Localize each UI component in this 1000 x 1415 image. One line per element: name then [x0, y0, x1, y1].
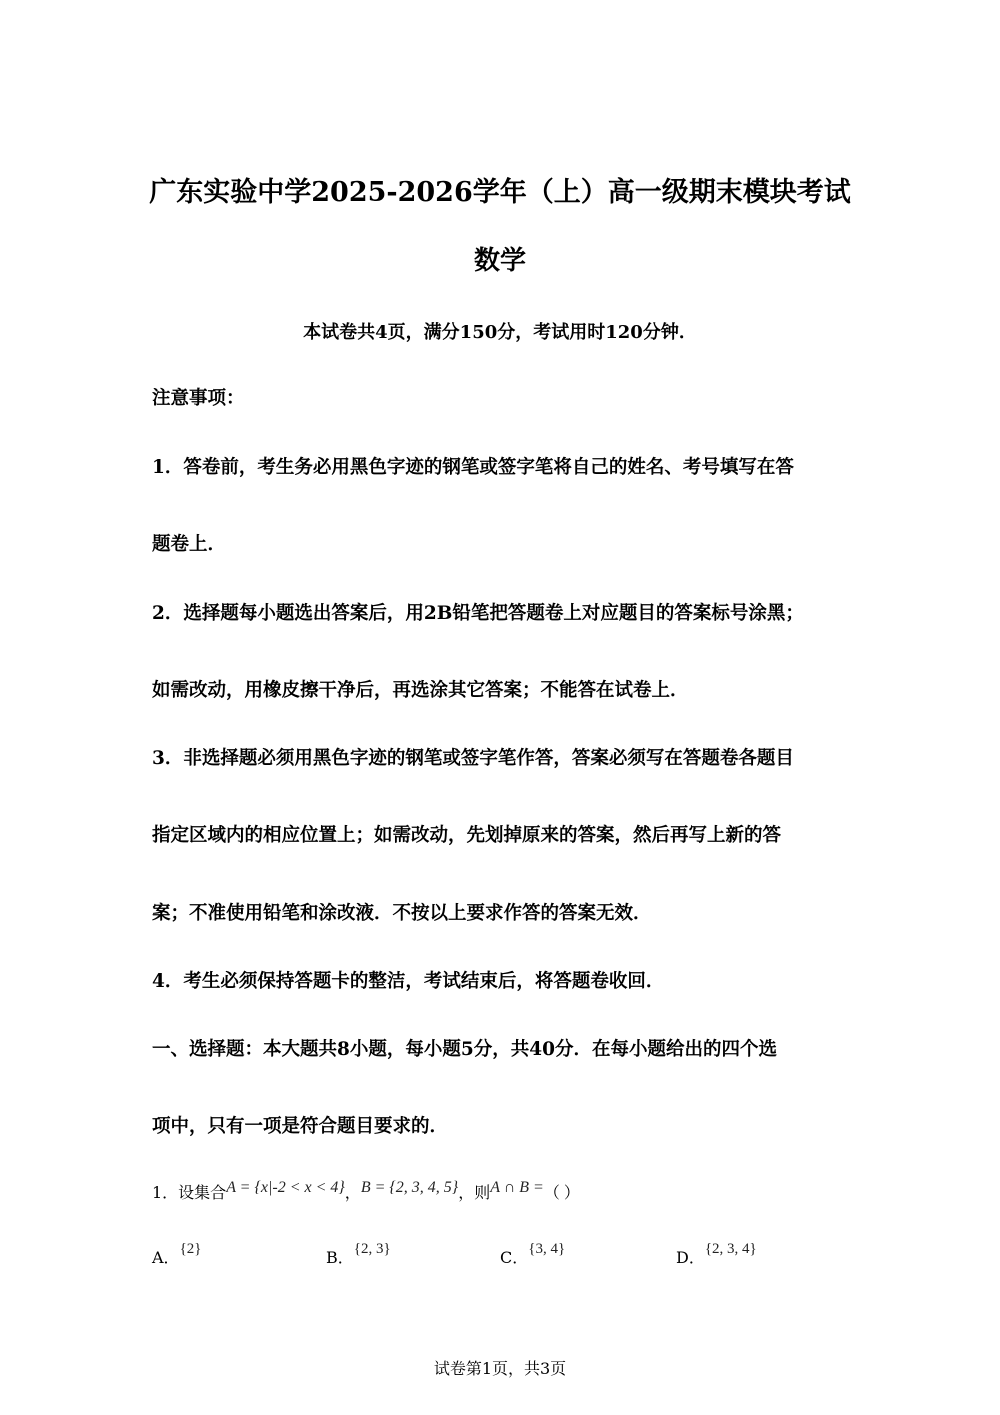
notice-line-4: 如需改动，用橡皮擦干净后，再选涂其它答案；不能答在试卷上． — [152, 680, 689, 701]
option-b — [326, 1241, 391, 1268]
option-c-value: {3, 4} — [528, 1241, 566, 1257]
set-a-formula: A = {x|-2 < x < 4} — [226, 1179, 345, 1196]
answer-blank: （ ） — [543, 1185, 580, 1202]
intersection-formula: A ∩ B = — [490, 1179, 544, 1196]
page-footer: 试卷第1页，共3页 — [433, 1359, 567, 1378]
notice-line-1: 1．答卷前，考生务必用黑色字迹的钢笔或签字笔将自己的姓名、考号填写在答 — [152, 457, 794, 478]
option-a-value: {2} — [179, 1241, 202, 1257]
question-1-comma: ， — [344, 1183, 361, 1202]
notice-heading: 注意事项： — [152, 388, 245, 409]
question-1 — [152, 1180, 580, 1203]
exam-title: 广东实验中学2025-2026学年（上）高一级期末模块考试 — [149, 177, 851, 208]
set-b-formula: B = {2, 3, 4, 5} — [360, 1179, 459, 1196]
option-b-value: {2, 3} — [353, 1241, 391, 1257]
exam-info: 本试卷共4页，满分150分，考试用时120分钟． — [303, 322, 697, 343]
option-d — [676, 1241, 757, 1268]
option-a-label: A． — [152, 1248, 180, 1267]
option-a — [152, 1241, 202, 1268]
option-b-label: B． — [326, 1248, 354, 1267]
notice-line-3: 2．选择题每小题选出答案后，用2B铅笔把答题卷上对应题目的答案标号涂黑； — [152, 603, 804, 624]
notice-line-2: 题卷上． — [152, 534, 227, 555]
notice-line-7: 案；不准使用铅笔和涂改液．不按以上要求作答的答案无效． — [152, 903, 652, 924]
section-heading-line-1: 一、选择题：本大题共8小题，每小题5分，共40分．在每小题给出的四个选 — [152, 1039, 777, 1060]
option-d-value: {2, 3, 4} — [704, 1241, 757, 1257]
notice-line-5: 3．非选择题必须用黑色字迹的钢笔或签字笔作答，答案必须写在答题卷各题目 — [152, 748, 794, 769]
section-heading-line-2: 项中，只有一项是符合题目要求的． — [152, 1116, 449, 1137]
question-1-prefix: 1．设集合 — [152, 1183, 227, 1202]
notice-line-8: 4．考生必须保持答题卡的整洁，考试结束后，将答题卷收回． — [152, 971, 665, 992]
question-1-then: ，则 — [458, 1183, 491, 1202]
subject-title: 数学 — [473, 246, 526, 276]
option-d-label: D． — [676, 1248, 705, 1267]
option-c — [500, 1241, 566, 1268]
notice-line-6: 指定区域内的相应位置上；如需改动，先划掉原来的答案，然后再写上新的答 — [152, 825, 782, 846]
option-c-label: C． — [500, 1248, 529, 1267]
